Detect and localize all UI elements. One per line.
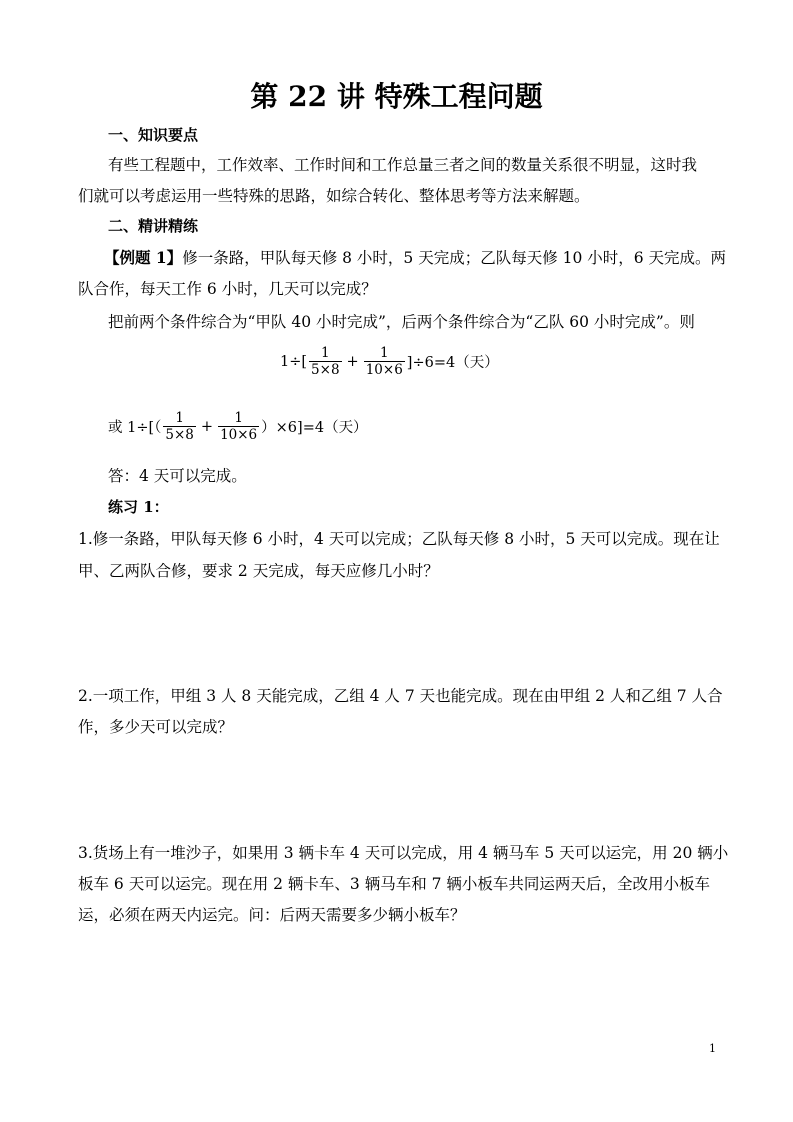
fraction-numerator: 1 — [175, 410, 184, 426]
paragraph-line: 有些工程题中，工作效率、工作时间和工作总量三者之间的数量关系很不明显，这时我 — [108, 156, 698, 174]
fraction-numerator: 1 — [379, 345, 389, 361]
fraction-numerator: 1 — [321, 345, 330, 361]
section-heading-knowledge: 一、知识要点 — [108, 126, 199, 144]
fraction — [163, 410, 196, 443]
problem-line: 2.一项工作，甲组 3 人 8 天能完成，乙组 4 人 7 天也能完成。现在由甲组 2 人和乙组 7 人合 — [78, 687, 723, 705]
formula-suffix: ]÷6=4（天） — [406, 355, 499, 371]
page-number: 1 — [709, 1042, 716, 1055]
page-title: 第 22 讲 特殊工程问题 — [250, 80, 543, 113]
example-text: 修一条路，甲队每天修 8 小时，5 天完成；乙队每天修 10 小时，6 天完成。两 — [182, 249, 727, 267]
fraction-denominator: 5×8 — [311, 362, 340, 378]
plus-sign: + — [346, 353, 359, 370]
plus-sign: + — [200, 418, 214, 435]
formula-alternative — [108, 410, 368, 443]
example-line: 队合作，每天工作 6 小时，几天可以完成？ — [78, 280, 377, 298]
formula-suffix: ）×6]=4（天） — [261, 420, 368, 436]
problem-line: 作，多少天可以完成？ — [78, 718, 234, 736]
fraction — [364, 345, 405, 378]
practice-heading: 练习 1： — [108, 498, 169, 516]
example-label: 【例题 1】 — [104, 248, 183, 267]
section-heading-practice: 二、精讲精练 — [108, 217, 199, 235]
problem-line: 1.修一条路，甲队每天修 6 小时，4 天可以完成；乙队每天修 8 小时，5 天可以完成。现在让 — [78, 530, 720, 548]
problem-line: 板车 6 天可以运完。现在用 2 辆卡车、3 辆马车和 7 辆小板车共同运两天后，全改用小板车 — [78, 875, 710, 893]
fraction-denominator: 10×6 — [220, 427, 258, 443]
fraction-denominator: 10×6 — [365, 362, 403, 378]
problem-line: 运，必须在两天内运完。问：后两天需要多少辆小板车？ — [78, 906, 466, 924]
fraction — [309, 345, 342, 378]
example-answer: 答：4 天可以完成。 — [108, 467, 247, 485]
example-line — [104, 248, 726, 268]
fraction-numerator: 1 — [234, 410, 243, 426]
paragraph-line: 们就可以考虑运用一些特殊的思路，如综合转化、整体思考等方法来解题。 — [78, 187, 590, 205]
formula-prefix: 或 1÷[（ — [108, 420, 162, 436]
fraction-denominator: 5×8 — [165, 427, 194, 443]
problem-line: 3.货场上有一堆沙子，如果用 3 辆卡车 4 天可以完成，用 4 辆马车 5 天可以运完，用 20 辆小 — [78, 844, 729, 862]
formula-prefix: 1÷[ — [280, 353, 308, 370]
example-line: 把前两个条件综合为“甲队 40 小时完成”，后两个条件综合为“乙队 60 小时完成”。则 — [108, 313, 695, 331]
problem-line: 甲、乙两队合修，要求 2 天完成，每天应修几小时？ — [78, 562, 439, 580]
fraction — [218, 410, 259, 443]
formula-primary — [280, 345, 499, 378]
